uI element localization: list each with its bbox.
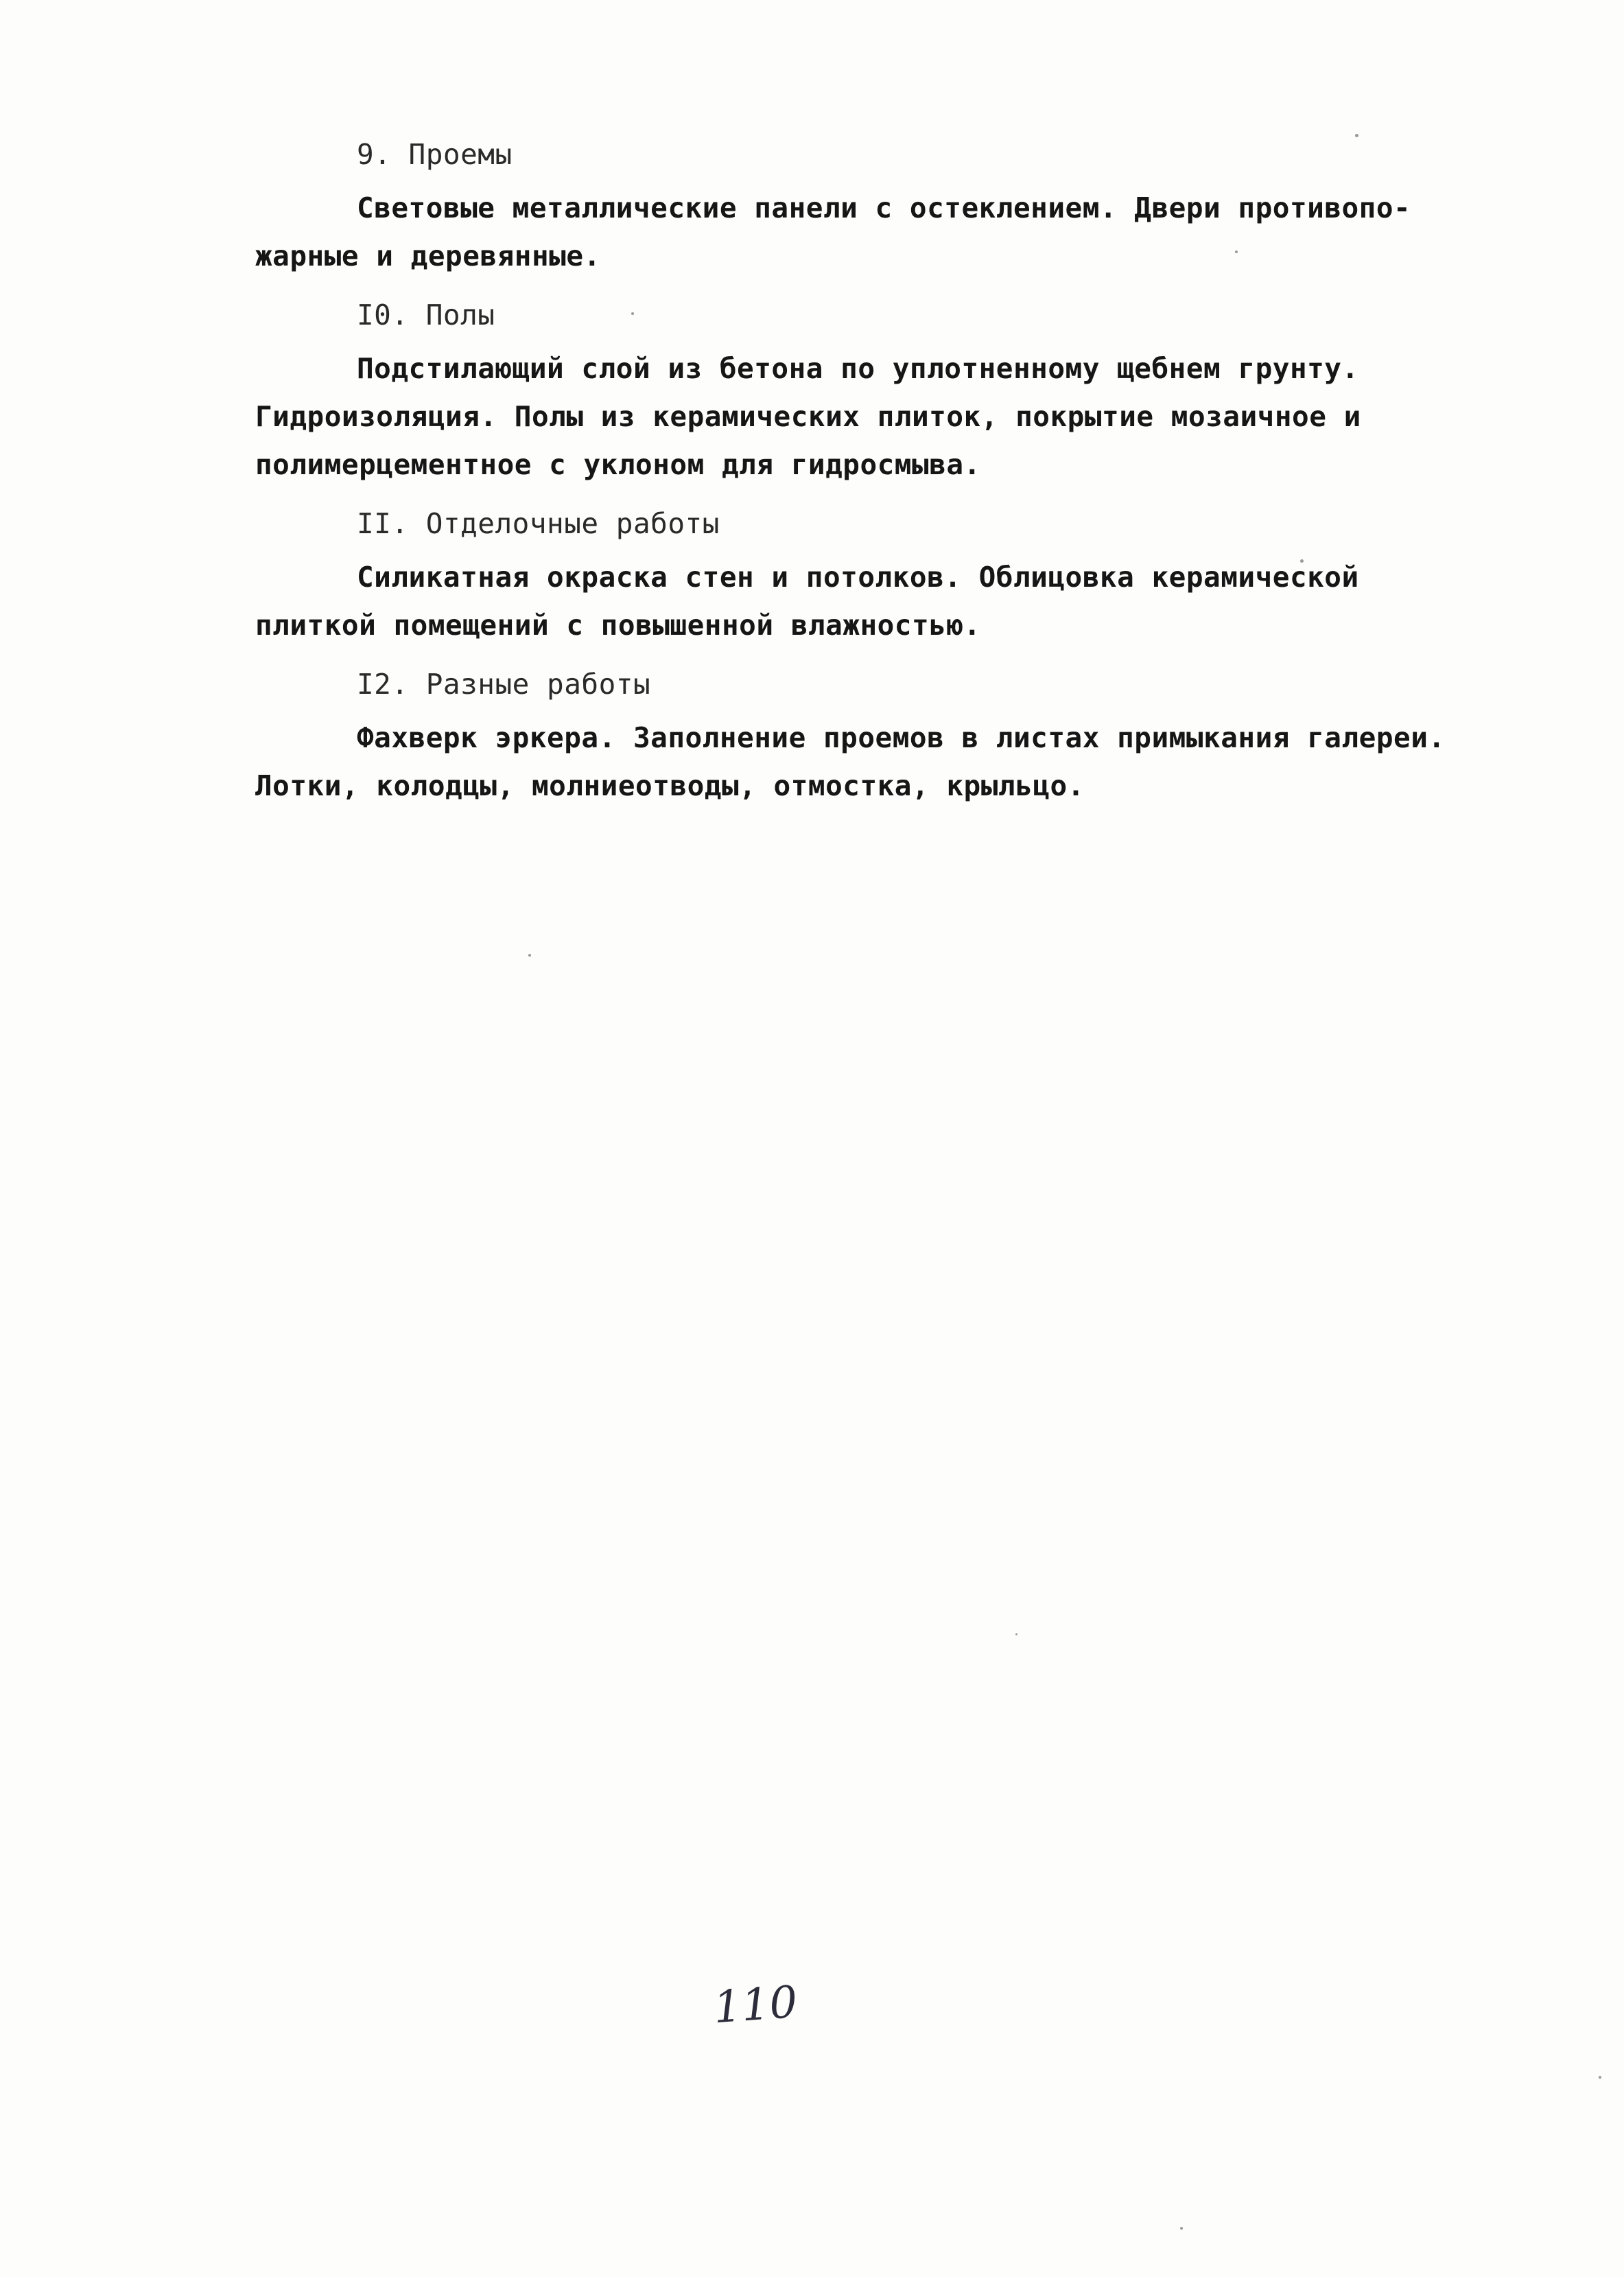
- section-text-line: Гидроизоляция. Полы из керамических плиток, покрытие мозаичное и: [255, 400, 1361, 433]
- section-12-miscellaneous-works: [255, 660, 1593, 810]
- section-10-floors: [255, 291, 1593, 489]
- section-text-line: полимерцементное с уклоном для гидросмыва.: [255, 448, 981, 481]
- handwritten-page-number: 110: [711, 1976, 799, 2034]
- section-heading: 9. Проемы: [357, 138, 513, 171]
- section-9-openings: [255, 130, 1593, 280]
- scan-speck: [1015, 1633, 1017, 1635]
- section-text-line: Фахверк эркера. Заполнение проемов в листах примыкания галереи.: [357, 721, 1446, 754]
- section-heading: I0. Полы: [357, 299, 495, 331]
- document-body: [255, 130, 1593, 821]
- section-text-line: Силикатная окраска стен и потолков. Облицовка керамической: [357, 561, 1359, 594]
- scan-speck: [528, 954, 531, 957]
- section-text-line: плиткой помещений с повышенной влажностью.: [255, 609, 981, 642]
- section-heading: I2. Разные работы: [357, 668, 651, 701]
- scan-speck: [1180, 2227, 1183, 2230]
- section-11-finishing-works: [255, 500, 1593, 649]
- section-text-line: Подстилающий слой из бетона по уплотненному щебнем грунту.: [357, 352, 1359, 385]
- section-text-line: Лотки, колодцы, молниеотводы, отмостка, крыльцо.: [255, 769, 1085, 802]
- scan-speck: [1599, 2076, 1601, 2079]
- section-text-line: Световые металлические панели с остеклением. Двери противопо-: [357, 191, 1411, 224]
- section-text-line: жарные и деревянные.: [255, 240, 601, 272]
- section-heading: II. Отделочные работы: [357, 507, 720, 540]
